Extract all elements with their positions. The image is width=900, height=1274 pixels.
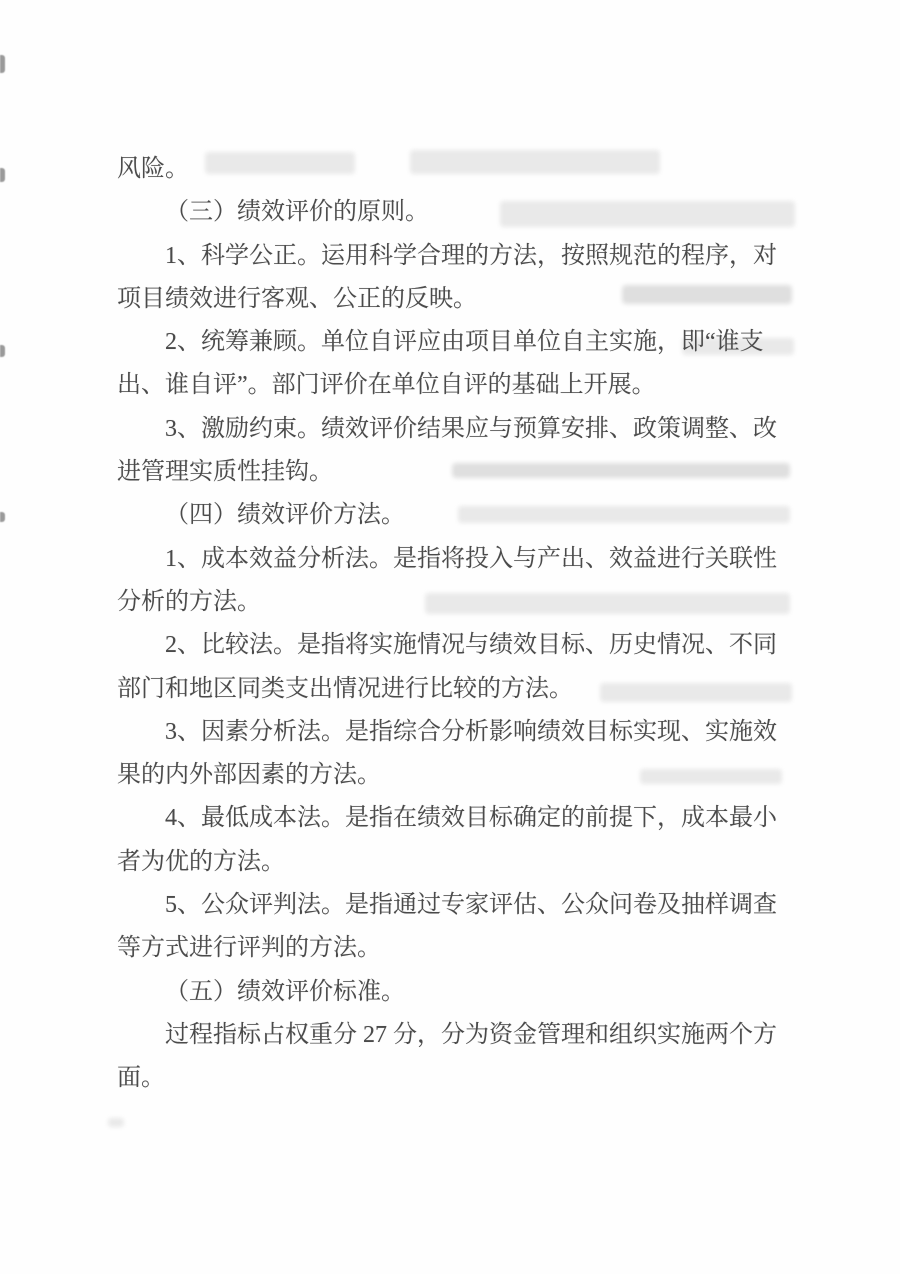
text-line: 2、比较法。是指将实施情况与绩效目标、历史情况、不同: [165, 632, 777, 659]
text-line: 者为优的方法。: [117, 848, 285, 875]
text-line: 果的内外部因素的方法。: [117, 762, 381, 789]
scan-edge-speck: [0, 345, 5, 357]
text-line: 1、科学公正。运用科学合理的方法，按照规范的程序，对: [165, 242, 777, 269]
text-line-section-heading: （五）绩效评价标准。: [165, 978, 405, 1005]
text-line: 1、成本效益分析法。是指将投入与产出、效益进行关联性: [165, 545, 777, 572]
text-line: 分析的方法。: [117, 588, 261, 615]
text-line: 3、因素分析法。是指综合分析影响绩效目标实现、实施效: [165, 718, 777, 745]
text-line: 等方式进行评判的方法。: [117, 935, 381, 962]
text-line: 项目绩效进行客观、公正的反映。: [117, 285, 477, 312]
scan-artifact: [108, 1118, 124, 1127]
document-body: [117, 148, 797, 1101]
text-line: 出、谁自评”。部门评价在单位自评的基础上开展。: [117, 372, 656, 399]
text-line: 面。: [117, 1065, 165, 1092]
text-line: 进管理实质性挂钩。: [117, 459, 333, 486]
text-line-section-heading: （四）绩效评价方法。: [165, 502, 405, 529]
scan-edge-speck: [0, 168, 5, 182]
scan-edge-speck: [0, 512, 5, 522]
text-line: 风险。: [117, 156, 189, 182]
text-line: 部门和地区同类支出情况进行比较的方法。: [117, 675, 573, 702]
scan-edge-speck: [0, 55, 5, 73]
text-line: 5、公众评判法。是指通过专家评估、公众问卷及抽样调查: [165, 892, 777, 919]
text-line: 4、最低成本法。是指在绩效目标确定的前提下，成本最小: [165, 805, 777, 832]
text-line: 过程指标占权重分 27 分，分为资金管理和组织实施两个方: [165, 1021, 777, 1048]
text-line: 3、激励约束。绩效评价结果应与预算安排、政策调整、改: [165, 415, 777, 442]
text-line: 2、统筹兼顾。单位自评应由项目单位自主实施，即“谁支: [165, 329, 764, 356]
text-line-section-heading: （三）绩效评价的原则。: [165, 199, 429, 226]
